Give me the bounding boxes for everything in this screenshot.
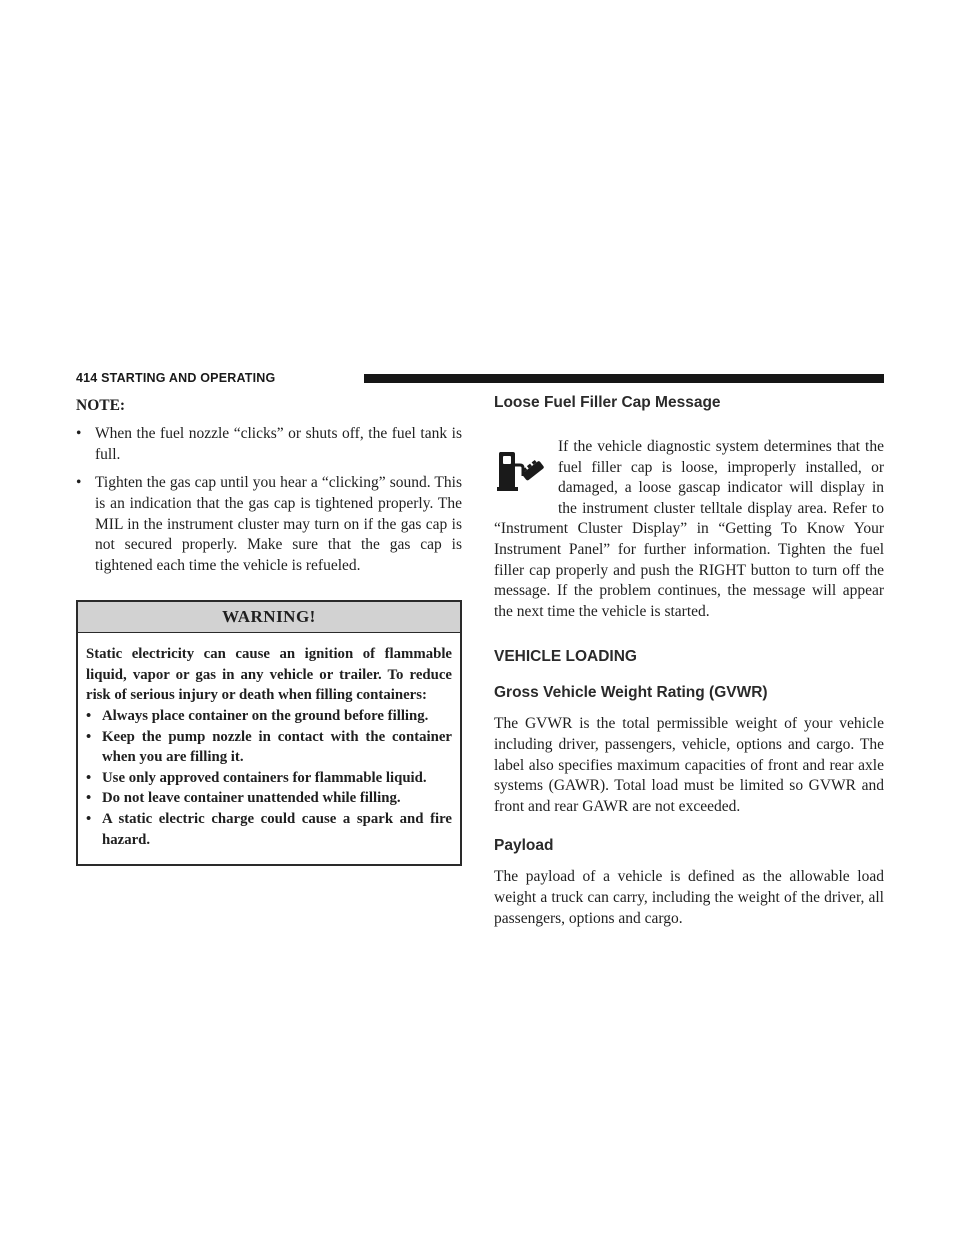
warning-list [86,706,452,850]
warning-item [86,768,452,789]
warning-box [76,600,462,866]
note-item [76,424,462,465]
note-label: NOTE: [76,397,126,414]
payload-body: The payload of a vehicle is defined as the allowable load weight a truck can carry, including the weight of the driver, all passengers, options and cargo. [494,868,884,927]
warning-item [86,788,452,809]
warning-item [86,727,452,768]
header-rule [364,374,884,383]
loose-cap-heading: Loose Fuel Filler Cap Message [494,394,721,411]
bullet-icon: • [86,728,92,745]
warning-item-text: Keep the pump nozzle in contact with the container when you are filling it. [102,728,452,766]
bullet-icon: • [86,708,92,725]
right-column [494,394,884,929]
note-text: Tighten the gas cap until you hear a “clicking” sound. This is an indication that the gas cap is tightened properly. The MIL in the instrument cluster may turn on if the gas cap is not secured properly. Make sure that the gas cap is tightened each time the vehicle is refueled. [95,474,462,574]
warning-item-text: A static electric charge could cause a spark and fire hazard. [102,811,452,848]
note-text: When the fuel nozzle “clicks” or shuts off, the fuel tank is full. [95,425,462,463]
warning-intro: Static electricity can cause an ignition of flammable liquid, vapor or gas in any vehicle or trailer. To reduce risk of serious injury or death when filling containers: [86,646,452,704]
warning-item-text: Always place container on the ground before filling. [102,708,429,725]
bullet-icon: • [76,425,82,443]
bullet-icon: • [86,769,92,786]
page-number-section-title: 414 STARTING AND OPERATING [76,371,276,385]
page-header [76,370,884,386]
warning-item-text: Use only approved containers for flammable liquid. [102,769,427,786]
note-list [76,424,462,576]
fuel-cap-icon [496,449,544,493]
bullet-icon: • [76,474,82,492]
warning-title: WARNING! [78,602,460,633]
vehicle-loading-heading: VEHICLE LOADING [494,648,637,666]
loose-cap-body: If the vehicle diagnostic system determines that the fuel filler cap is loose, improperly installed, or damaged, a loose gascap indicator will display in the instrument cluster telltale display area. Refer to “Instrument Cluster Display” in “Getting To Know Your Instrument Panel” for further information. Tighten the fuel filler cap properly and push the RIGHT button to turn off the message. If the problem continues, the message will appear the next time the vehicle is started. [494,438,884,620]
warning-item-text: Do not leave container unattended while filling. [102,790,401,807]
gvwr-heading: Gross Vehicle Weight Rating (GVWR) [494,684,768,702]
loose-cap-text [494,437,884,622]
bullet-icon: • [86,811,92,828]
bullet-icon: • [86,790,92,807]
loose-cap-block [494,437,884,622]
warning-body [78,633,460,864]
warning-item [86,809,452,850]
gvwr-body: The GVWR is the total permissible weight of your vehicle including driver, passengers, vehicle, options and cargo. The label also specifies maximum capacities of front and rear axle systems (GAWR). Total load must be limited so GVWR and front and rear GAWR are not exceeded. [494,715,884,815]
payload-heading: Payload [494,837,554,855]
left-column [76,396,462,866]
warning-item [86,706,452,727]
note-item [76,473,462,576]
